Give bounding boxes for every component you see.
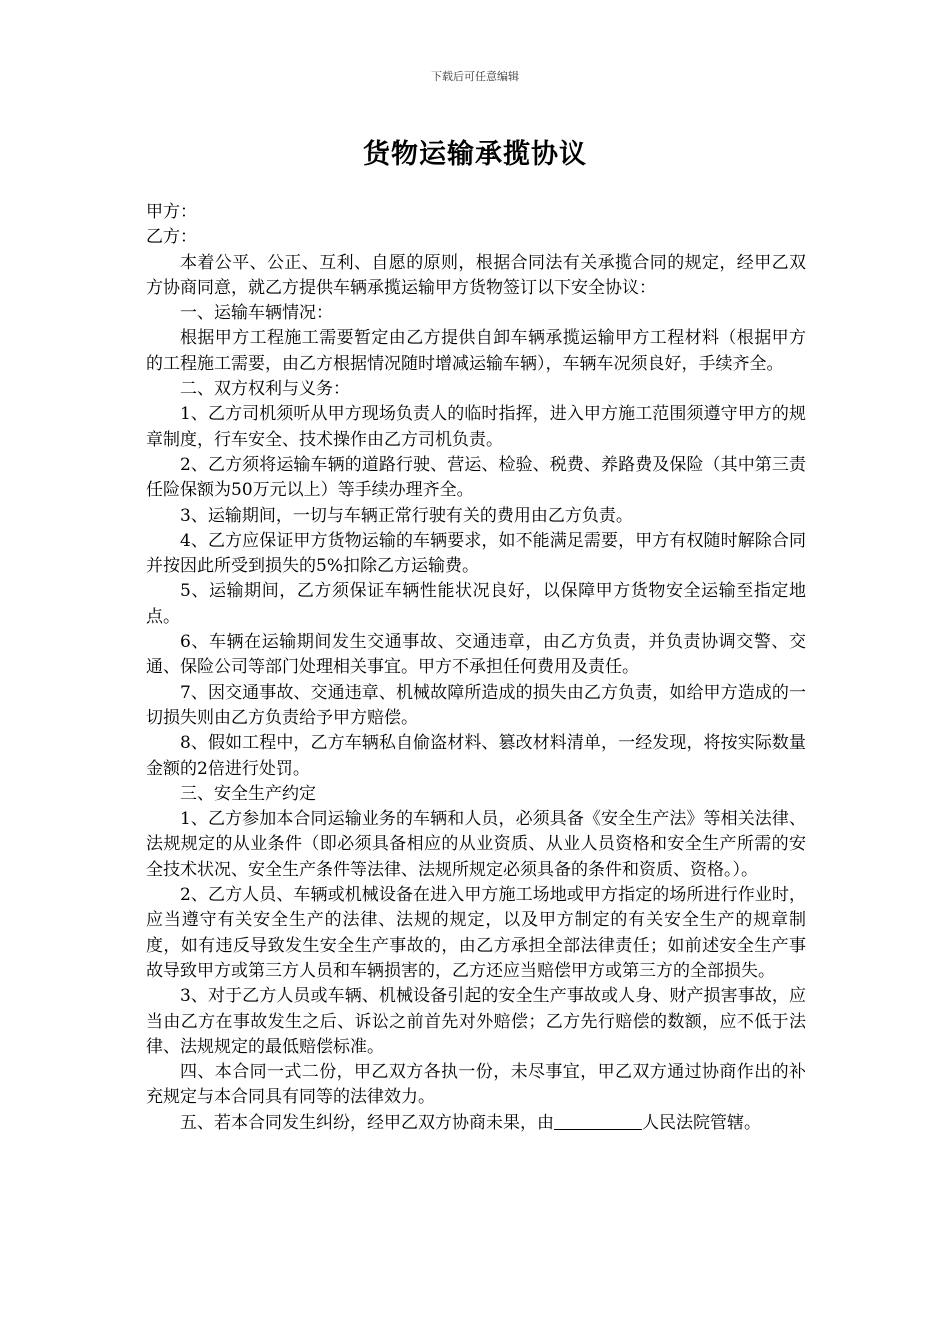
document-title: 货物运输承揽协议	[363, 139, 587, 170]
clause-2-8: 8、假如工程中，乙方车辆私自偷盗材料、篡改材料清单，一经发现，将按实际数量金额的2倍进行处罚。	[146, 733, 806, 779]
clause-3-2: 2、乙方人员、车辆或机械设备在进入甲方施工场地或甲方指定的场所进行作业时，应当遵守有关安全生产的法律、法规的规定，以及甲方制定的有关安全生产的规章制度，如有违反导致发生安全生产事故的，由乙方承担全部法律责任；如前述安全生产事故导致甲方或第三方人员和车辆损害的，乙方还应当赔偿甲方或第三方的全部损失。	[146, 885, 806, 981]
section-5-text-before: 五、若本合同发生纠纷，经甲乙双方协商未果，由	[180, 1112, 554, 1133]
section-5-text-after: 人民法院管辖。	[642, 1112, 761, 1133]
party-a-line: 甲方：	[146, 202, 197, 222]
header-note: 下载后可任意编辑	[431, 70, 519, 83]
clause-2-5: 5、运输期间，乙方须保证车辆性能状况良好，以保障甲方货物安全运输至指定地点。	[146, 581, 806, 627]
clause-3-1: 1、乙方参加本合同运输业务的车辆和人员，必须具备《安全生产法》等相关法律、法规规定的从业条件（即必须具备相应的从业资质、从业人员资格和安全生产所需的安全技术状况、安全生产条件等法律、法规所规定必须具备的条件和资质、资格。）。	[146, 809, 806, 880]
clause-2-1: 1、乙方司机须听从甲方现场负责人的临时指挥，进入甲方施工范围须遵守甲方的规章制度，行车安全、技术操作由乙方司机负责。	[146, 404, 806, 450]
document-body	[146, 200, 806, 1136]
clause-2-2: 2、乙方须将运输车辆的道路行驶、营运、检验、税费、养路费及保险（其中第三责任险保额为50万元以上）等手续办理齐全。	[146, 454, 806, 501]
section-1-heading: 一、运输车辆情况：	[180, 303, 333, 324]
section-1-body: 根据甲方工程施工需要暂定由乙方提供自卸车辆承揽运输甲方工程材料（根据甲方的工程施工需要，由乙方根据情况随时增减运输车辆），车辆车况须良好，手续齐全。	[146, 328, 806, 374]
court-name-blank	[554, 1112, 642, 1130]
section-5-paragraph	[146, 1111, 806, 1136]
clause-2-6: 6、车辆在运输期间发生交通事故、交通违章，由乙方负责，并负责协调交警、交通、保险公司等部门处理相关事宜。甲方不承担任何费用及责任。	[146, 632, 806, 678]
clause-2-7: 7、因交通事故、交通违章、机械故障所造成的损失由乙方负责，如给甲方造成的一切损失则由乙方负责给予甲方赔偿。	[146, 682, 806, 728]
clause-2-3: 3、运输期间，一切与车辆正常行驶有关的费用由乙方负责。	[180, 505, 633, 526]
section-2-heading: 二、双方权利与义务：	[180, 379, 350, 400]
party-b-line: 乙方：	[146, 227, 197, 248]
section-3-heading: 三、安全生产约定	[180, 783, 316, 804]
clause-3-3: 3、对于乙方人员或车辆、机械设备引起的安全生产事故或人身、财产损害事故，应当由乙方在事故发生之后、诉讼之前首先对外赔偿；乙方先行赔偿的数额，应不低于法律、法规规定的最低赔偿标准。	[146, 986, 806, 1057]
section-4-paragraph: 四、本合同一式二份，甲乙双方各执一份，未尽事宜，甲乙双方通过协商作出的补充规定与本合同具有同等的法律效力。	[146, 1062, 806, 1108]
intro-paragraph: 本着公平、公正、互利、自愿的原则，根据合同法有关承揽合同的规定，经甲乙双方协商同意，就乙方提供车辆承揽运输甲方货物签订以下安全协议：	[146, 252, 806, 298]
clause-2-4: 4、乙方应保证甲方货物运输的车辆要求，如不能满足需要，甲方有权随时解除合同并按因此所受到损失的5%扣除乙方运输费。	[146, 530, 806, 577]
